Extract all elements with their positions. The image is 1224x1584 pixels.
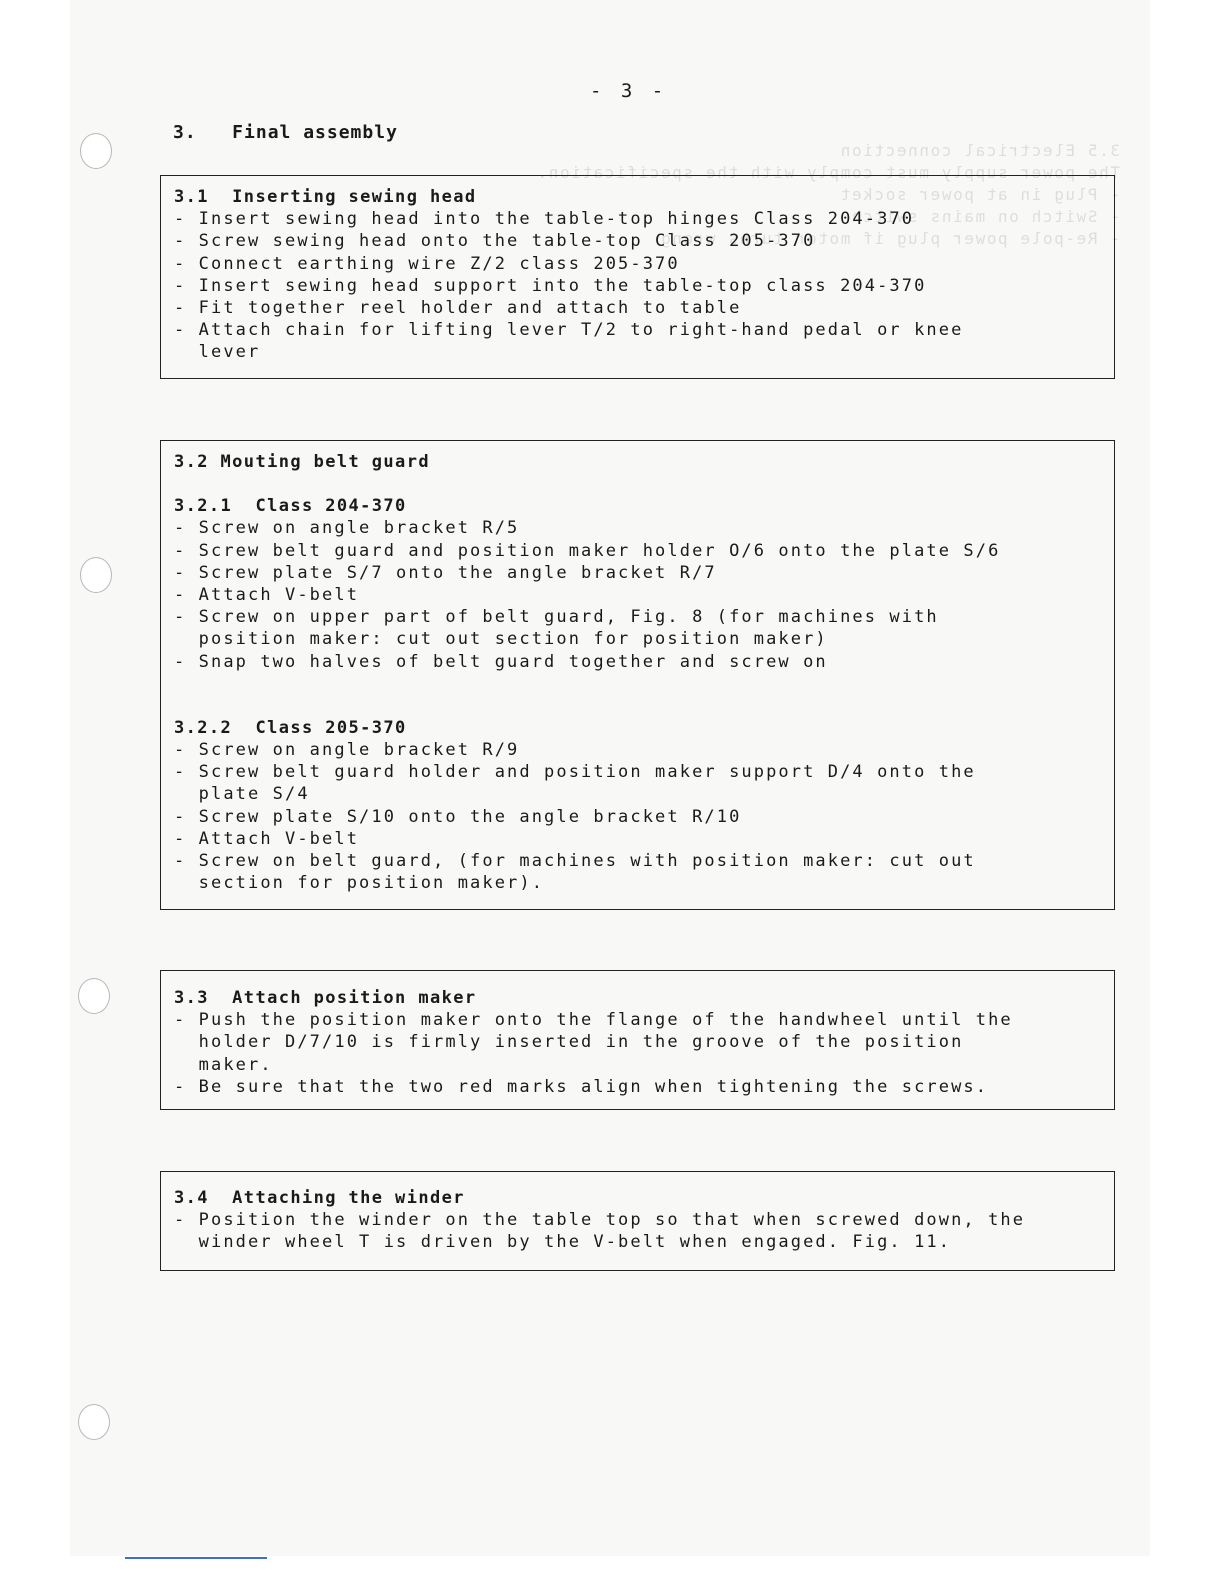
section-heading: 3.1 Inserting sewing head xyxy=(174,187,477,207)
section-3-1-box xyxy=(160,175,1115,379)
instruction-line: holder D/7/10 is firmly inserted in the groove of the position xyxy=(174,1032,964,1053)
section-3-2-box xyxy=(160,440,1115,910)
instruction-line: - Attach V-belt xyxy=(174,585,360,606)
subsection-heading: 3.2.1 Class 204-370 xyxy=(174,496,407,517)
instruction-line: - Insert sewing head into the table-top hinges Class 204-370 xyxy=(174,209,915,230)
punch-hole xyxy=(78,1404,110,1440)
instruction-line: - Screw belt guard holder and position maker support D/4 onto the xyxy=(174,762,976,783)
instruction-line: - Screw on angle bracket R/9 xyxy=(174,740,520,761)
section-heading: 3.3 Attach position maker xyxy=(174,988,477,1008)
instruction-line: - Fit together reel holder and attach to table xyxy=(174,298,742,319)
instruction-line: - Screw on belt guard, (for machines with position maker: cut out xyxy=(174,851,976,872)
punch-hole xyxy=(80,557,112,593)
instruction-line: section for position maker). xyxy=(174,873,545,894)
scan-edge-line xyxy=(125,1557,267,1559)
instruction-line: - Screw plate S/7 onto the angle bracket R/7 xyxy=(174,562,717,583)
instruction-line: - Connect earthing wire Z/2 class 205-370 xyxy=(174,253,680,274)
instruction-line: winder wheel T is driven by the V-belt when engaged. Fig. 11. xyxy=(174,1232,952,1253)
show-through-text: 3.5 Electrical connection The power supply must comply with the specification. - Plug in at power socket - Switch on mains switch - Re-pole power plug if motor turns wrong xyxy=(535,141,1120,248)
section-3-3-box xyxy=(160,970,1115,1110)
instruction-line: position maker: cut out section for position maker) xyxy=(174,629,828,650)
instruction-line: - Screw sewing head onto the table-top Class 205-370 xyxy=(174,231,816,252)
instruction-line: - Screw plate S/10 onto the angle bracket R/10 xyxy=(174,806,742,827)
instruction-line: - Position the winder on the table top so that when screwed down, the xyxy=(174,1210,1026,1231)
instruction-line: - Push the position maker onto the flange of the handwheel until the xyxy=(174,1010,1013,1031)
blank-line xyxy=(174,673,1102,695)
blank-line xyxy=(174,695,1102,717)
instruction-line: - Be sure that the two red marks align when tightening the screws. xyxy=(174,1076,989,1097)
punch-hole xyxy=(78,978,110,1014)
instruction-line: - Screw belt guard and position maker holder O/6 onto the plate S/6 xyxy=(174,540,1001,561)
section-heading: 3.4 Attaching the winder xyxy=(174,1188,465,1208)
instruction-line: lever xyxy=(174,342,261,363)
instruction-line: maker. xyxy=(174,1054,273,1075)
chapter-title: 3. Final assembly xyxy=(173,122,398,143)
instruction-line: plate S/4 xyxy=(174,784,310,805)
instruction-line: - Attach V-belt xyxy=(174,828,360,849)
page-number: - 3 - xyxy=(590,80,668,102)
instruction-line: - Snap two halves of belt guard together and screw on xyxy=(174,651,828,672)
section-heading: 3.2 Mouting belt guard xyxy=(174,452,430,472)
instruction-line: - Insert sewing head support into the table-top class 204-370 xyxy=(174,275,927,296)
section-3-4-box xyxy=(160,1171,1115,1271)
instruction-line: - Screw on upper part of belt guard, Fig. 8 (for machines with xyxy=(174,607,939,628)
instruction-line: - Attach chain for lifting lever T/2 to right-hand pedal or knee xyxy=(174,320,964,341)
blank-line xyxy=(174,473,1102,495)
instruction-line: - Screw on angle bracket R/5 xyxy=(174,518,520,539)
subsection-heading: 3.2.2 Class 205-370 xyxy=(174,717,407,738)
punch-hole xyxy=(80,133,112,169)
